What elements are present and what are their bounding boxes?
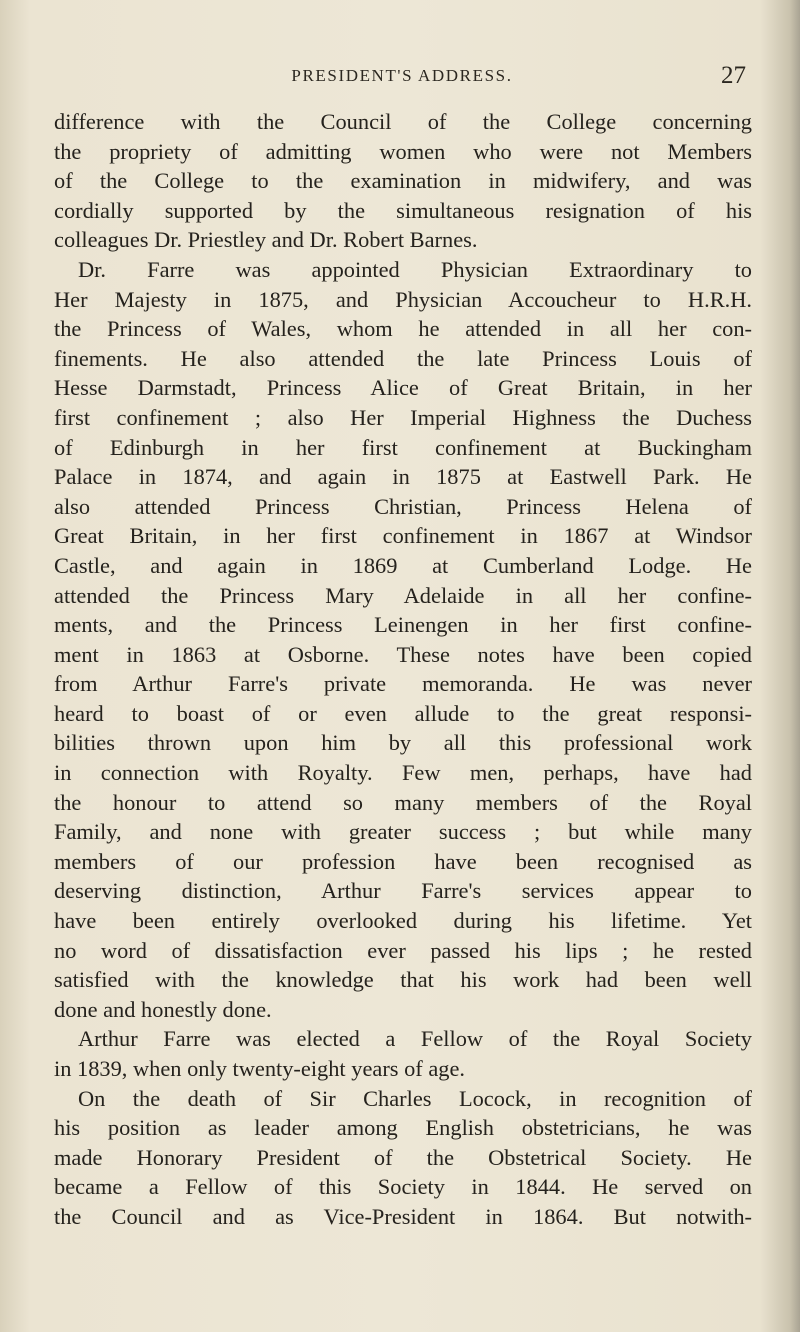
text-line: became a Fellow of this Society in 1844. He served on xyxy=(54,1174,752,1200)
text-line: Dr. Farre was appointed Physician Extraordinary to xyxy=(78,256,752,282)
running-head: PRESIDENT'S ADDRESS. xyxy=(291,66,513,85)
text-line: finements. He also attended the late Princess Louis of xyxy=(54,345,752,371)
text-line: Castle, and again in 1869 at Cumberland Lodge. He xyxy=(54,552,752,578)
text-line: his position as leader among English obstetricians, he was xyxy=(54,1115,752,1141)
page-number: 27 xyxy=(721,62,746,89)
text-line: heard to boast of or even allude to the great responsi- xyxy=(54,700,752,726)
text-line: made Honorary President of the Obstetrical Society. He xyxy=(54,1144,752,1170)
text-line: colleagues Dr. Priestley and Dr. Robert Barnes. xyxy=(54,227,478,253)
text-line: ment in 1863 at Osborne. These notes have been copied xyxy=(54,641,752,667)
text-line: bilities thrown upon him by all this professional work xyxy=(54,730,752,756)
text-line: in 1839, when only twenty-eight years of age. xyxy=(54,1056,466,1081)
text-line: the Council and as Vice-President in 1864. But notwith- xyxy=(54,1203,752,1229)
text-line: deserving distinction, Arthur Farre's services appear to xyxy=(54,878,752,904)
text-line: in connection with Royalty. Few men, perhaps, have had xyxy=(54,760,752,786)
text-line: Palace in 1874, and again in 1875 at Eastwell Park. He xyxy=(54,464,752,490)
text-line: Family, and none with greater success ; but while many xyxy=(54,819,752,845)
text-line: cordially supported by the simultaneous resignation of his xyxy=(54,197,752,223)
text-line: members of our profession have been recognised as xyxy=(54,848,752,874)
text-line: difference with the Council of the College concerning xyxy=(54,109,752,134)
body-text xyxy=(54,107,752,1232)
text-line: the Princess of Wales, whom he attended in all her con- xyxy=(54,316,752,342)
text-line: no word of dissatisfaction ever passed his lips ; he rested xyxy=(54,937,752,963)
page-header xyxy=(52,62,752,96)
text-line: done and honestly done. xyxy=(54,996,272,1022)
text-line: satisfied with the knowledge that his work had been well xyxy=(54,967,752,993)
text-line: first confinement ; also Her Imperial Highness the Duchess xyxy=(54,404,752,430)
text-line: of Edinburgh in her first confinement at Buckingham xyxy=(54,434,752,460)
text-line: the honour to attend so many members of the Royal xyxy=(54,789,752,815)
text-line: from Arthur Farre's private memoranda. He was never xyxy=(54,671,752,697)
text-line: attended the Princess Mary Adelaide in all her confine- xyxy=(54,582,752,608)
text-line: Great Britain, in her first confinement in 1867 at Windsor xyxy=(54,523,752,549)
text-line: Hesse Darmstadt, Princess Alice of Great Britain, in her xyxy=(54,375,752,401)
text-line: have been entirely overlooked during his lifetime. Yet xyxy=(54,908,752,934)
text-line: of the College to the examination in midwifery, and was xyxy=(54,168,752,194)
text-line: the propriety of admitting women who were not Members xyxy=(54,138,752,164)
text-line: ments, and the Princess Leinengen in her first confine- xyxy=(54,612,752,638)
text-line: Arthur Farre was elected a Fellow of the Royal Society xyxy=(78,1026,752,1052)
text-line: On the death of Sir Charles Locock, in recognition of xyxy=(78,1085,752,1111)
text-line: also attended Princess Christian, Princess Helena of xyxy=(54,493,752,519)
text-line: Her Majesty in 1875, and Physician Accoucheur to H.R.H. xyxy=(54,286,752,312)
